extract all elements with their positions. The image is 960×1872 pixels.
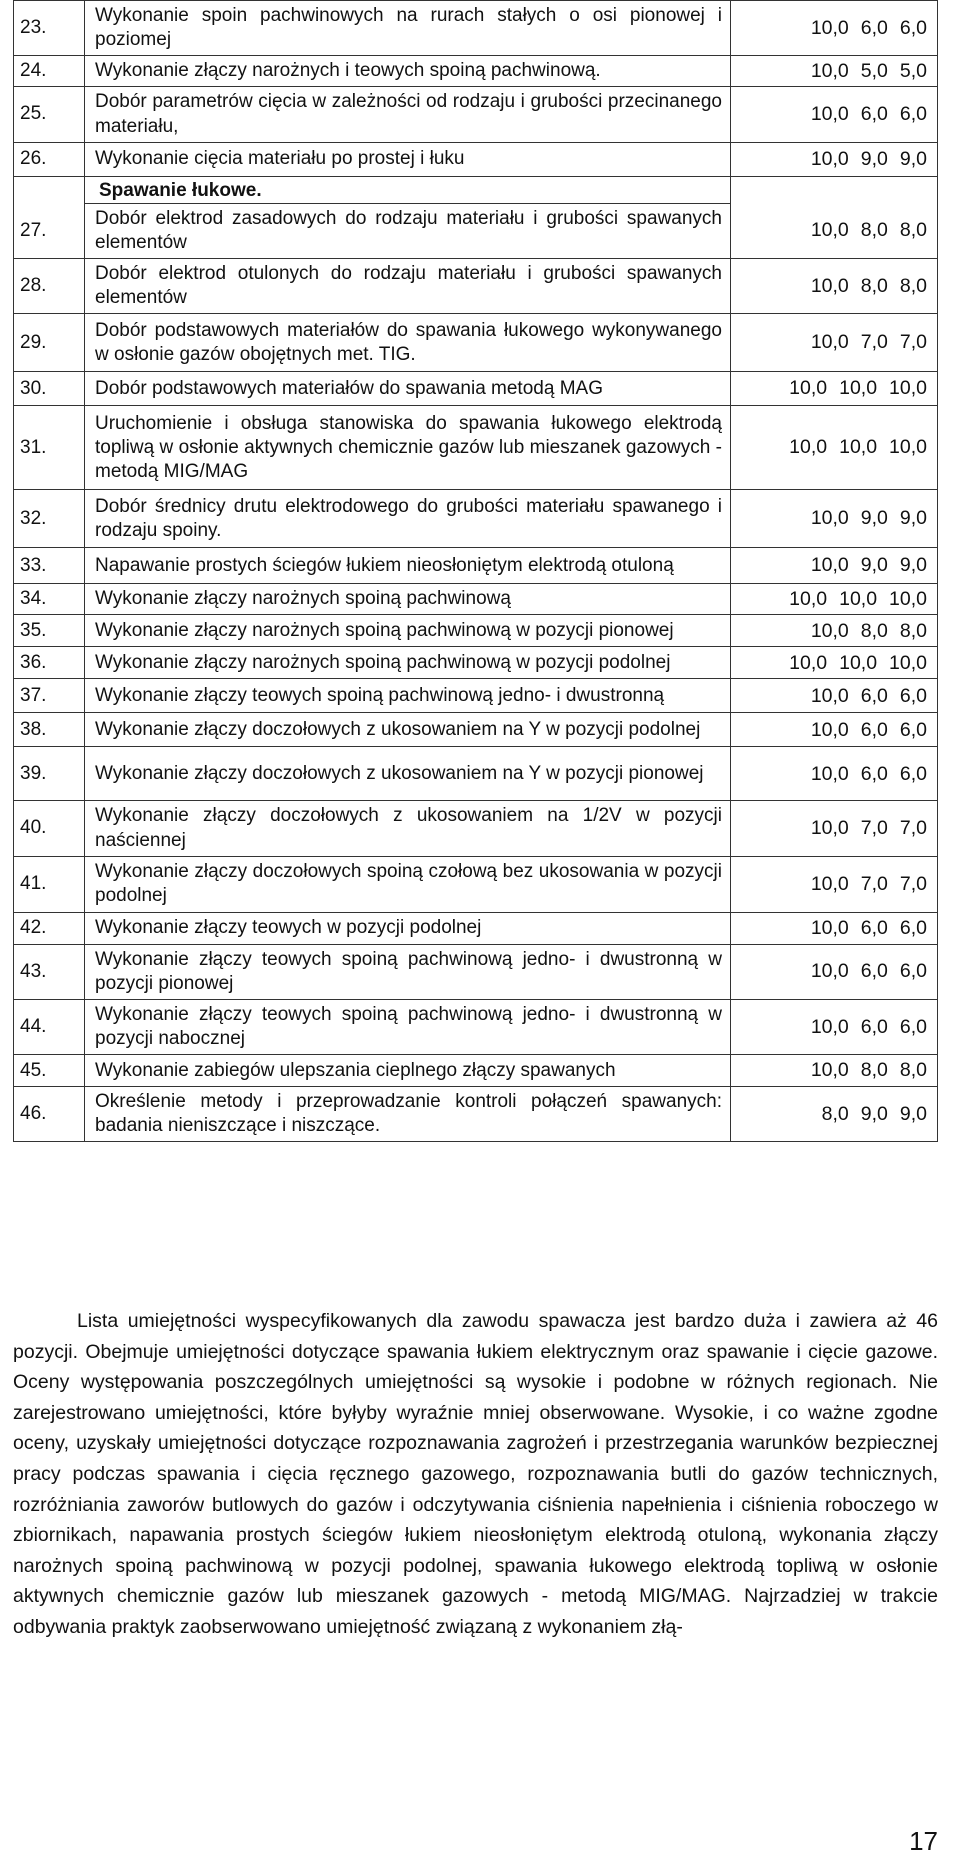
score-2: 6,0 (860, 762, 888, 785)
skill-description-cell (85, 142, 731, 176)
score-3: 8,0 (899, 1059, 927, 1082)
row-number: 39. (14, 747, 85, 801)
score-2: 6,0 (860, 718, 888, 741)
score-3: 9,0 (899, 554, 927, 577)
table-row (14, 490, 938, 548)
skill-description-cell (85, 56, 731, 87)
score-3: 9,0 (899, 1102, 927, 1125)
scores-cell (731, 856, 938, 912)
table-row (14, 372, 938, 406)
skill-description: Wykonanie cięcia materiału po prostej i łuku (95, 148, 465, 170)
scores-cell (731, 713, 938, 747)
score-3: 6,0 (899, 762, 927, 785)
summary-paragraph (13, 1306, 938, 1643)
skill-description-cell (85, 856, 731, 912)
skill-description-cell (85, 747, 731, 801)
table-row (14, 87, 938, 142)
table-row (14, 944, 938, 999)
score-1: 10,0 (810, 147, 849, 170)
skill-description-cell (85, 801, 731, 856)
score-2: 8,0 (860, 219, 888, 242)
score-1: 10,0 (810, 916, 849, 939)
scores-cell (731, 615, 938, 647)
scores-cell (731, 142, 938, 176)
skill-description: Dobór elektrod otulonych do rodzaju materiału i grubości spawanych elementów (95, 263, 722, 309)
skill-description: Wykonanie złączy teowych w pozycji podolnej (95, 917, 482, 939)
row-number: 34. (14, 584, 85, 615)
skill-description: Wykonanie zabiegów ulepszania cieplnego złączy spawanych (95, 1059, 616, 1081)
score-1: 10,0 (810, 554, 849, 577)
table-row (14, 801, 938, 856)
score-2: 8,0 (860, 274, 888, 297)
score-1: 10,0 (810, 219, 849, 242)
skill-description: Uruchomienie i obsługa stanowiska do spawania łukowego elektrodą topliwą w osłonie aktywnych chemicznie gazów lub mieszanek gazowych - metodą MIG/MAG (95, 412, 722, 482)
score-1: 10,0 (789, 587, 828, 610)
row-number: 26. (14, 142, 85, 176)
score-2: 7,0 (860, 817, 888, 840)
score-3: 5,0 (899, 59, 927, 82)
skill-description: Wykonanie złączy doczołowych z ukosowaniem na 1/2V w pozycji naściennej (95, 805, 722, 851)
table-row (14, 999, 938, 1054)
scores-cell (731, 999, 938, 1054)
table-row (14, 713, 938, 747)
scores-cell (731, 314, 938, 372)
score-1: 10,0 (789, 436, 828, 459)
skill-description-cell (85, 314, 731, 372)
scores-cell (731, 801, 938, 856)
table-row (14, 856, 938, 912)
score-3: 6,0 (899, 684, 927, 707)
skill-description: Wykonanie złączy doczołowych spoiną czołową bez ukosowania w pozycji podolnej (95, 861, 722, 907)
skill-description-cell (85, 584, 731, 615)
score-1: 10,0 (789, 377, 828, 400)
row-number: 31. (14, 406, 85, 490)
skill-description: Napawanie prostych ściegów łukiem nieosłoniętym elektrodą otuloną (95, 554, 674, 576)
table-row (14, 203, 938, 258)
skill-description-cell (85, 679, 731, 713)
score-2: 6,0 (860, 1015, 888, 1038)
row-number: 35. (14, 615, 85, 647)
score-3: 10,0 (889, 587, 927, 610)
row-number: 33. (14, 548, 85, 584)
score-3: 9,0 (899, 147, 927, 170)
section-title: Spawanie łukowe. (85, 176, 731, 203)
score-2: 10,0 (839, 587, 878, 610)
skill-description: Wykonanie złączy narożnych i teowych spoiną pachwinową. (95, 60, 601, 82)
row-number: 28. (14, 259, 85, 314)
skill-description: Dobór podstawowych materiałów do spawania łukowego wykonywanego w osłonie gazów obojętnych met. TIG. (95, 319, 722, 365)
skill-description: Wykonanie złączy teowych spoiną pachwinową jedno- i dwustronną w pozycji pionowej (95, 948, 722, 994)
skill-description-cell (85, 647, 731, 679)
skill-description: Dobór parametrów cięcia w zależności od rodzaju i grubości przecinanego materiału, (95, 91, 722, 137)
score-1: 10,0 (810, 59, 849, 82)
table-row (14, 747, 938, 801)
score-3: 6,0 (899, 916, 927, 939)
score-3: 9,0 (899, 507, 927, 530)
score-1: 10,0 (810, 274, 849, 297)
score-1: 10,0 (810, 718, 849, 741)
score-2: 6,0 (860, 103, 888, 126)
score-3: 6,0 (899, 718, 927, 741)
skill-description: Wykonanie złączy teowych spoiną pachwinową jedno- i dwustronną (95, 684, 665, 706)
scores-cell (731, 87, 938, 142)
skill-description-cell (85, 259, 731, 314)
table-row (14, 406, 938, 490)
score-2: 9,0 (860, 1102, 888, 1125)
skill-description: Wykonanie złączy narożnych spoiną pachwinową w pozycji podolnej (95, 651, 671, 673)
score-3: 10,0 (889, 651, 927, 674)
section-header-row (14, 176, 938, 203)
score-2: 6,0 (860, 916, 888, 939)
score-2: 7,0 (860, 872, 888, 895)
score-1: 10,0 (810, 619, 849, 642)
page-number: 17 (909, 1826, 938, 1856)
row-number: 41. (14, 856, 85, 912)
score-3: 10,0 (889, 436, 927, 459)
scores-cell (731, 944, 938, 999)
skill-description-cell (85, 372, 731, 406)
skill-description-cell (85, 912, 731, 944)
score-1: 10,0 (810, 762, 849, 785)
table-row (14, 679, 938, 713)
row-number: 23. (14, 1, 85, 56)
score-1: 10,0 (810, 817, 849, 840)
score-3: 8,0 (899, 274, 927, 297)
row-number: 43. (14, 944, 85, 999)
scores-cell (731, 679, 938, 713)
skill-description-cell (85, 548, 731, 584)
skill-description: Wykonanie złączy narożnych spoiną pachwinową w pozycji pionowej (95, 619, 674, 641)
skill-description-cell (85, 1, 731, 56)
row-number: 44. (14, 999, 85, 1054)
skill-description-cell (85, 87, 731, 142)
score-1: 10,0 (810, 331, 849, 354)
skill-description: Określenie metody i przeprowadzanie kontroli połączeń spawanych: badania nieniszczące i niszczące. (95, 1091, 722, 1137)
score-1: 10,0 (810, 684, 849, 707)
score-1: 10,0 (810, 1015, 849, 1038)
table-row (14, 912, 938, 944)
scores-cell (731, 747, 938, 801)
score-1: 10,0 (810, 1059, 849, 1082)
row-number: 30. (14, 372, 85, 406)
score-1: 10,0 (810, 507, 849, 530)
score-3: 6,0 (899, 16, 927, 39)
score-2: 6,0 (860, 16, 888, 39)
skill-description-cell (85, 1055, 731, 1087)
row-number: 46. (14, 1087, 85, 1142)
score-1: 10,0 (789, 651, 828, 674)
scores-cell (731, 56, 938, 87)
skill-description-cell (85, 713, 731, 747)
skill-description-cell (85, 1087, 731, 1142)
score-3: 8,0 (899, 619, 927, 642)
row-number: 40. (14, 801, 85, 856)
score-3: 6,0 (899, 960, 927, 983)
scores-cell (731, 372, 938, 406)
scores-cell (731, 406, 938, 490)
row-number: 32. (14, 490, 85, 548)
table-row (14, 647, 938, 679)
scores-cell (731, 1, 938, 56)
skill-description: Dobór średnicy drutu elektrodowego do grubości materiału spawanego i rodzaju spoiny. (95, 495, 722, 541)
skill-description: Wykonanie złączy doczołowych z ukosowaniem na Y w pozycji podolnej (95, 718, 701, 740)
table-row (14, 615, 938, 647)
row-number: 24. (14, 56, 85, 87)
score-1: 10,0 (810, 872, 849, 895)
row-number: 37. (14, 679, 85, 713)
skill-description-cell (85, 999, 731, 1054)
scores-cell (731, 1055, 938, 1087)
score-3: 7,0 (899, 817, 927, 840)
score-3: 6,0 (899, 103, 927, 126)
row-number-cell (14, 176, 85, 203)
score-3: 8,0 (899, 219, 927, 242)
skills-table (13, 0, 938, 1142)
skill-description: Wykonanie złączy doczołowych z ukosowaniem na Y w pozycji pionowej (95, 762, 704, 784)
scores-cell (731, 203, 938, 258)
score-2: 9,0 (860, 554, 888, 577)
score-1: 10,0 (810, 103, 849, 126)
table-row (14, 584, 938, 615)
row-number: 27. (14, 203, 85, 258)
table-row (14, 56, 938, 87)
score-2: 5,0 (860, 59, 888, 82)
score-2: 8,0 (860, 1059, 888, 1082)
scores-cell (731, 1087, 938, 1142)
scores-cell (731, 647, 938, 679)
score-1: 10,0 (810, 16, 849, 39)
score-2: 10,0 (839, 436, 878, 459)
scores-cell (731, 490, 938, 548)
row-number: 42. (14, 912, 85, 944)
score-2: 6,0 (860, 684, 888, 707)
row-number: 25. (14, 87, 85, 142)
scores-cell (731, 176, 938, 203)
summary-paragraph-text: Lista umiejętności wyspecyfikowanych dla zawodu spawacza jest bardzo duża i zawiera aż 46 pozycji. Obejmuje umiejętności dotyczące spawania łukiem elektrycznym oraz spawanie i cięcie gazowe. Oceny występowania poszczególnych umiejętności są wysokie i podobne w różnych regionach. Nie zarejestrowano umiejętności, które byłyby wyraźnie mniej obserwowane. Wysokie, i co ważne zgodne oceny, uzyskały umiejętności dotyczące rozpoznawania zagrożeń i przestrzegania warunków bezpiecznej pracy podczas spawania i cięcia ręcznego gazowego, rozpoznawania butli do gazów technicznych, rozróżniania zaworów butlowych do gazów i odczytywania ciśnienia napełnienia i ciśnienia roboczego w zbiornikach, napawania prostych ściegów łukiem nieosłoniętym elektrodą otuloną, wykonania złączy narożnych spoiną pachwinową w pozycji podolnej, spawania łukowego elektrodą topliwą w osłonie aktywnych chemicznie gazów lub mieszanek gazowych - metodą MIG/MAG. Najrzadziej w trakcie odbywania praktyk zaobserwowano umiejętność związaną z wykonaniem złą- (13, 1310, 938, 1638)
skill-description: Dobór elektrod zasadowych do rodzaju materiału i grubości spawanych elementów (95, 207, 722, 253)
row-number: 29. (14, 314, 85, 372)
row-number: 36. (14, 647, 85, 679)
row-number: 45. (14, 1055, 85, 1087)
skill-description: Dobór podstawowych materiałów do spawania metodą MAG (95, 377, 603, 399)
score-1: 10,0 (810, 960, 849, 983)
score-2: 6,0 (860, 960, 888, 983)
skill-description-cell (85, 203, 731, 258)
table-row (14, 1, 938, 56)
score-3: 7,0 (899, 872, 927, 895)
score-3: 6,0 (899, 1015, 927, 1038)
scores-cell (731, 912, 938, 944)
score-2: 10,0 (839, 651, 878, 674)
row-number: 38. (14, 713, 85, 747)
skill-description: Wykonanie złączy teowych spoiną pachwinową jedno- i dwustronną w pozycji nabocznej (95, 1003, 722, 1049)
table-row (14, 142, 938, 176)
score-1: 8,0 (821, 1102, 849, 1125)
skill-description-cell (85, 406, 731, 490)
table-row (14, 1055, 938, 1087)
table-row (14, 314, 938, 372)
skill-description-cell (85, 615, 731, 647)
score-3: 7,0 (899, 331, 927, 354)
score-2: 9,0 (860, 147, 888, 170)
score-3: 10,0 (889, 377, 927, 400)
skill-description: Wykonanie złączy narożnych spoiną pachwinową (95, 588, 511, 610)
table-row (14, 1087, 938, 1142)
score-2: 9,0 (860, 507, 888, 530)
skills-table-body (14, 1, 938, 1142)
score-2: 7,0 (860, 331, 888, 354)
skill-description-cell (85, 490, 731, 548)
scores-cell (731, 259, 938, 314)
score-2: 8,0 (860, 619, 888, 642)
scores-cell (731, 548, 938, 584)
table-row (14, 259, 938, 314)
skill-description: Wykonanie spoin pachwinowych na rurach stałych o osi pionowej i poziomej (95, 5, 722, 51)
score-2: 10,0 (839, 377, 878, 400)
skill-description-cell (85, 944, 731, 999)
table-row (14, 548, 938, 584)
scores-cell (731, 584, 938, 615)
